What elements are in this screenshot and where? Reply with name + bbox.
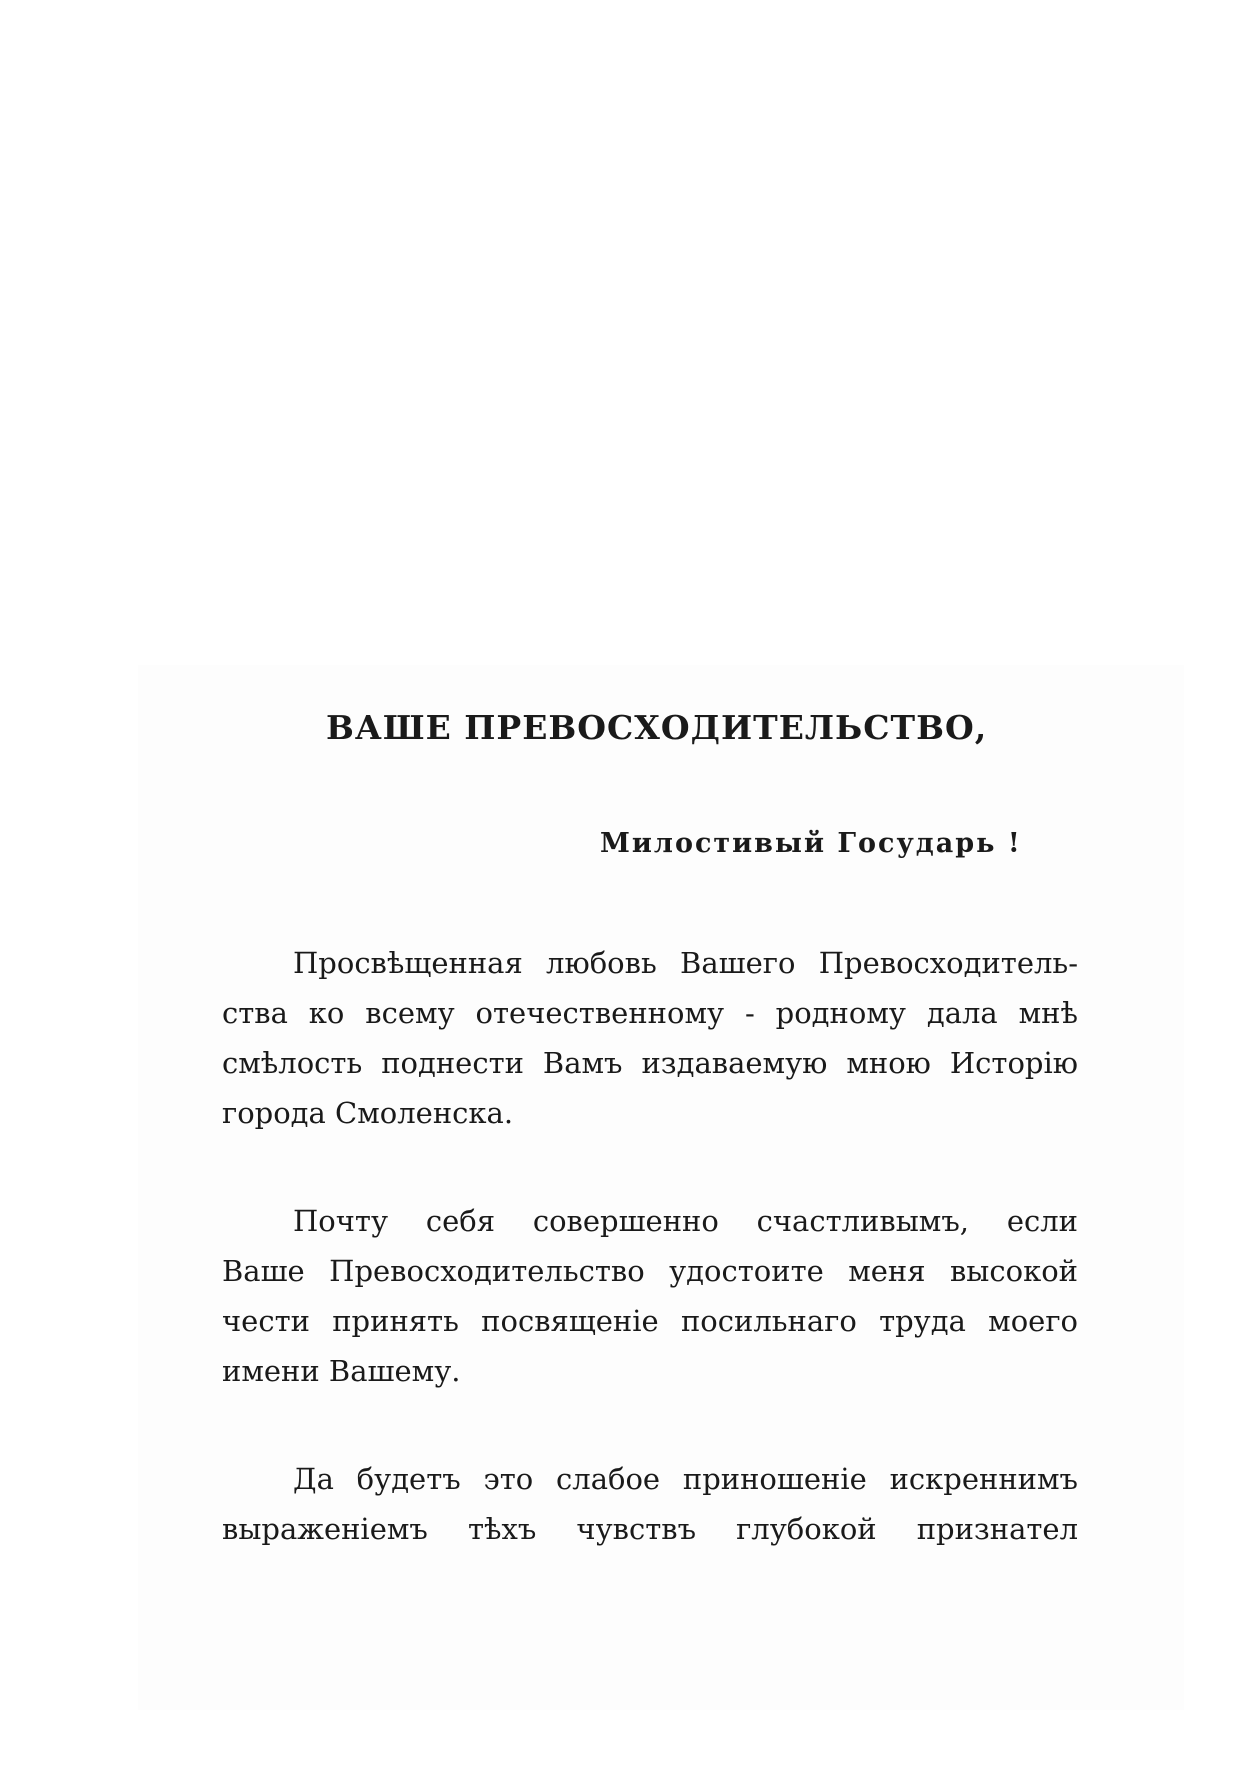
text-line: смѣлость поднести Вамъ издаваемую мною Исторію — [222, 1046, 1078, 1080]
text-line: Почту себя совершенно счастливымъ, если — [293, 1204, 1078, 1238]
text-line: чести принять посвященіе посильнаго труда моего — [222, 1304, 1078, 1338]
dedication-heading: ВАШЕ ПРЕВОСХОДИТЕЛЬСТВО, — [326, 708, 988, 747]
salutation: Милостивый Государь ! — [600, 828, 1022, 859]
text-line: Просвѣщенная любовь Вашего Превосходитель- — [293, 946, 1078, 980]
text-line: Ваше Превосходительство удостоите меня высокой — [222, 1254, 1078, 1288]
text-line: имени Вашему. — [222, 1354, 461, 1388]
scanned-text-area — [138, 665, 1184, 1710]
text-line: ства ко всему отечественному - родному дала мнѣ — [222, 996, 1078, 1030]
text-line: Да будетъ это слабое приношеніе искреннимъ — [293, 1462, 1078, 1496]
text-line: выраженіемъ тѣхъ чувствъ глубокой признател — [222, 1512, 1078, 1546]
text-line: города Смоленска. — [222, 1096, 514, 1130]
